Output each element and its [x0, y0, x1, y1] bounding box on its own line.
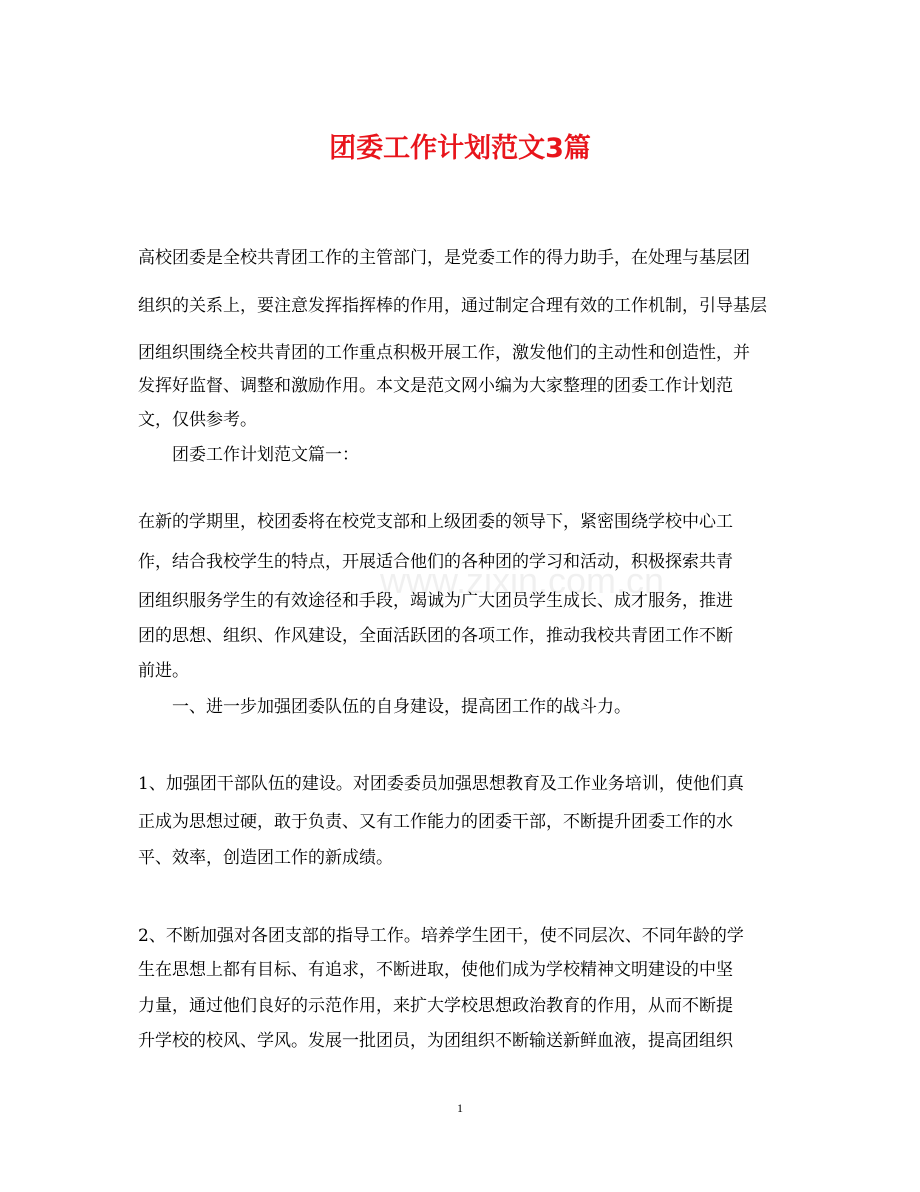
body-line: 正成为思想过硬，敢于负责、又有工作能力的团委干部，不断提升团委工作的水	[138, 812, 733, 832]
body-line: 生在思想上都有目标、有追求，不断进取，使他们成为学校精神文明建设的中坚	[138, 960, 733, 980]
body-line: 团组织围绕全校共青团的工作重点积极开展工作，激发他们的主动性和创造性，并	[138, 343, 750, 363]
body-line: 升学校的校风、学风。发展一批团员，为团组织不断输送新鲜血液，提高团组织	[138, 1031, 733, 1051]
body-line: 前进。	[138, 661, 189, 681]
body-line: 力量，通过他们良好的示范作用，来扩大学校思想政治教育的作用，从而不断提	[138, 996, 733, 1016]
body-line: 在新的学期里，校团委将在校党支部和上级团委的领导下，紧密围绕学校中心工	[138, 512, 733, 532]
body-line: 组织的关系上，要注意发挥指挥棒的作用，通过制定合理有效的工作机制，引导基层	[138, 296, 767, 316]
body-line: 团组织服务学生的有效途径和手段，竭诚为广大团员学生成长、成才服务，推进	[138, 591, 733, 611]
body-line: 平、效率，创造团工作的新成绩。	[138, 848, 393, 868]
body-line: 1、加强团干部队伍的建设。对团委委员加强思想教育及工作业务培训，使他们真	[138, 774, 744, 794]
body-line: 高校团委是全校共青团工作的主管部门，是党委工作的得力助手，在处理与基层团	[138, 248, 750, 268]
body-line: 2、不断加强对各团支部的指导工作。培养学生团干，使不同层次、不同年龄的学	[138, 926, 744, 946]
body-line: 发挥好监督、调整和激励作用。本文是范文网小编为大家整理的团委工作计划范	[138, 376, 733, 396]
page-number: 1	[457, 1101, 463, 1115]
subsection-heading: 一、进一步加强团委队伍的自身建设，提高团工作的战斗力。	[172, 697, 631, 717]
section-heading: 团委工作计划范文篇一：	[172, 445, 359, 465]
document-title: 团委工作计划范文3篇	[329, 133, 591, 164]
body-line: 文，仅供参考。	[138, 410, 257, 430]
body-line: 团的思想、组织、作风建设，全面活跃团的各项工作，推动我校共青团工作不断	[138, 626, 733, 646]
body-line: 作，结合我校学生的特点，开展适合他们的各种团的学习和活动，积极探索共青	[138, 552, 733, 572]
watermark: www.zixin.com.cn	[380, 560, 665, 601]
